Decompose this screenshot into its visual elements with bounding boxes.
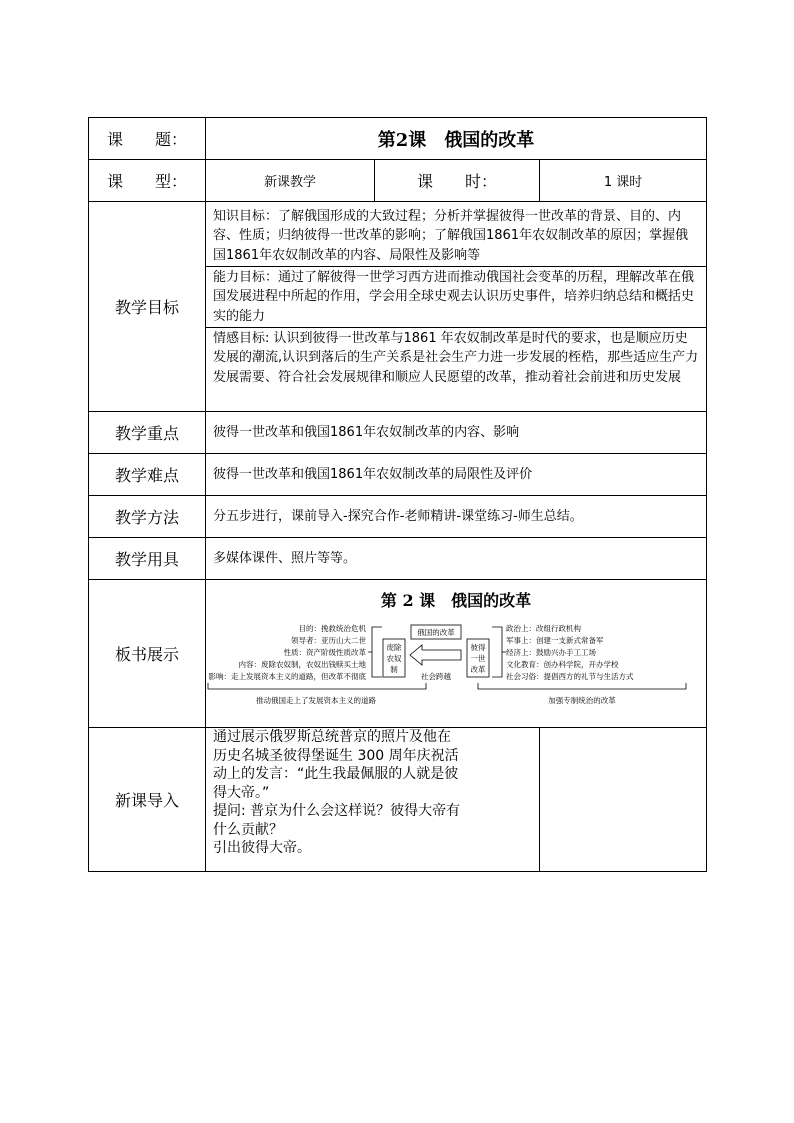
left-item: 影响：走上发展资本主义的道路，但改革不彻底 (208, 672, 367, 681)
board-cell (206, 580, 707, 728)
intro-text-cell (206, 728, 540, 872)
left-item: 性质：资产阶级性质改革 (283, 648, 367, 657)
board-title: 第 2 课 俄国的改革 (380, 591, 532, 610)
ability-objective: 能力目标：通过了解彼得一世学习西方进而推动俄国社会变革的历程，理解改革在俄国发展进程中所起的作用，学会用全球史观去认识历史事件，培养归纳总结和概括史实的能力 (206, 266, 706, 327)
emotion-objective: 情感目标: 认识到彼得一世改革与1861 年农奴制改革是时代的要求，也是顺应历史发展的潮流,认识到落后的生产关系是社会生产力进一步发展的桎梏，那些适应生产力发展需要、符合社会发展规律和顺应人民愿望的改革，推动着社会前进和历史发展 (206, 327, 706, 408)
left-center-text: 农奴 (386, 654, 402, 663)
intro-line: 通过展示俄罗斯总统普京的照片及他在 (213, 729, 451, 745)
arrow-left-icon (410, 645, 461, 665)
intro-line: 提问: 普京为什么会这样说？彼得大帝有 (213, 803, 461, 819)
lesson-plan-table (88, 117, 707, 872)
topic-label: 课 题： (89, 118, 206, 160)
key-points-value: 彼得一世改革和俄国1861年农奴制改革的内容、影响 (206, 412, 707, 454)
right-item: 经济上：鼓励兴办手工工场 (506, 648, 597, 657)
tools-label: 教学用具 (89, 538, 206, 580)
right-bottom-bracket (478, 683, 686, 689)
right-item: 社会习俗：提倡西方的礼节与生活方式 (506, 672, 634, 681)
intro-line: 得大帝。” (213, 784, 270, 801)
right-item: 文化教育：创办科学院，开办学校 (506, 660, 619, 669)
right-item: 军事上：创建一支新式常备军 (506, 636, 604, 645)
right-center-text: 彼得 (470, 643, 486, 652)
intro-line: 什么贡献？ (213, 821, 283, 838)
left-item: 目的：挽救统治危机 (298, 624, 367, 633)
right-brace (492, 627, 506, 677)
right-center-text: 改革 (470, 665, 486, 674)
difficulties-value: 彼得一世改革和俄国1861年农奴制改革的局限性及评价 (206, 454, 707, 496)
board-label: 板书展示 (89, 580, 206, 728)
difficulties-label: 教学难点 (89, 454, 206, 496)
board-diagram (206, 611, 706, 723)
objectives-label: 教学目标 (89, 202, 206, 412)
intro-line: 历史名城圣彼得堡诞生 300 周年庆祝活 (213, 747, 459, 764)
type-value: 新课教学 (206, 160, 375, 202)
right-footer: 加强专制统治的改革 (548, 696, 616, 705)
right-item: 政治上：改组行政机构 (506, 624, 582, 633)
hours-value: 1 课时 (540, 160, 707, 202)
knowledge-objective: 知识目标：了解俄国形成的大致过程；分析并掌握彼得一世改革的背景、目的、内容、性质；归纳彼得一世改革的影响；了解俄国1861年农奴制改革的原因；掌握俄国1861年农奴制改革的内容、局限性及影响等 (213, 208, 689, 263)
type-label: 课 型： (89, 160, 206, 202)
left-brace (368, 627, 382, 677)
left-bottom-bracket (208, 683, 426, 689)
methods-label: 教学方法 (89, 496, 206, 538)
middle-top-text: 俄国的改革 (417, 628, 455, 637)
methods-value: 分五步进行，课前导入-探究合作-老师精讲-课堂练习-师生总结。 (206, 496, 707, 538)
lesson-title: 第2课 俄国的改革 (206, 118, 707, 160)
left-item: 领导者：亚历山大二世 (291, 636, 367, 645)
tools-value: 多媒体课件、照片等等。 (206, 538, 707, 580)
left-footer: 推动俄国走上了发展资本主义的道路 (256, 696, 377, 705)
intro-line: 动上的发言：“此生我最佩服的人就是彼 (213, 766, 459, 782)
right-center-text: 一世 (470, 654, 486, 663)
left-center-text: 废除 (386, 643, 402, 652)
objectives-cell (206, 202, 707, 412)
left-center-text: 制 (390, 665, 398, 674)
left-item: 内容：废除农奴制，农奴出钱赎买土地 (238, 660, 367, 669)
intro-empty-cell (540, 728, 707, 872)
intro-line: 引出彼得大帝。 (213, 840, 311, 856)
intro-label: 新课导入 (89, 728, 206, 872)
middle-bottom-text: 社会跨越 (421, 672, 452, 681)
hours-label: 课 时： (375, 160, 540, 202)
key-points-label: 教学重点 (89, 412, 206, 454)
